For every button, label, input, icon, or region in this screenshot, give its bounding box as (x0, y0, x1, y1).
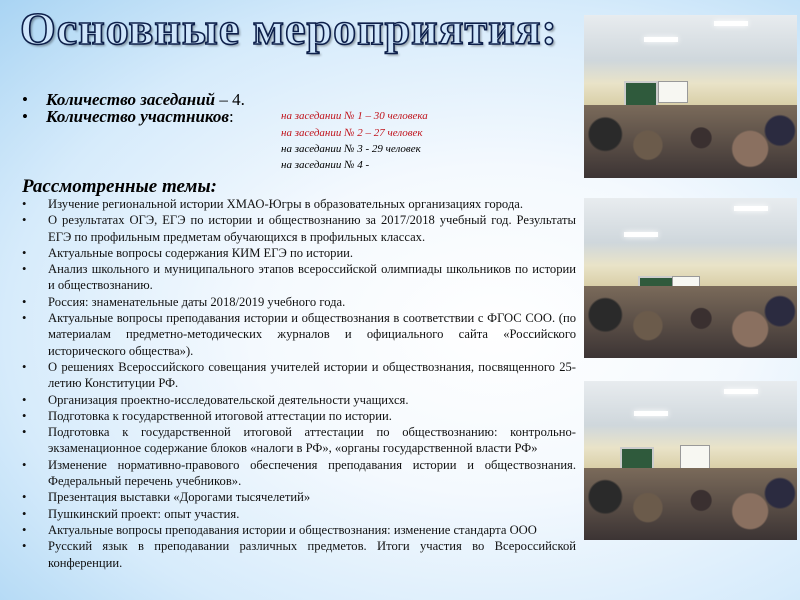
topic-item: • Актуальные вопросы преподавания истории и обществознания в соответствии с ФГОС СОО. (по материалам предметно-методических журналов и официального сайта «Российского исторического общества»). (22, 310, 576, 359)
classroom-photo-2 (584, 198, 797, 358)
slide-title: Основные мероприятия: (20, 3, 558, 54)
topic-item: • Изменение нормативно-правового обеспечения преподавания истории и обществознания. Федеральный перечень учебников». (22, 457, 576, 490)
classroom-photo-1 (584, 15, 797, 178)
participants-count-label: Количество участников (46, 107, 229, 126)
topic-item: • Анализ школьного и муниципального этапов всероссийской олимпиады школьников по истории и обществознанию. (22, 261, 576, 294)
topic-item: • Россия: знаменательные даты 2018/2019 учебного года. (22, 294, 576, 310)
participants-meeting-2: на заседании № 2 – 27 человек (281, 127, 423, 139)
topic-item: • О результатах ОГЭ, ЕГЭ по истории и обществознанию за 2017/2018 учебный год. Результаты ЕГЭ по профильным предметам обучающихся в профильных классах. (22, 212, 576, 245)
topic-item: • Подготовка к государственной итоговой аттестации по истории. (22, 408, 576, 424)
participants-count (22, 107, 234, 127)
topic-item: • Изучение региональной истории ХМАО-Югры в образовательных организациях города. (22, 196, 576, 212)
topic-item: • Организация проектно-исследовательской деятельности учащихся. (22, 392, 576, 408)
bullet: • (22, 90, 28, 109)
participants-colon: : (228, 107, 234, 126)
topic-item: • Презентация выставки «Дорогами тысячелетий» (22, 489, 576, 505)
topic-item: • Русский язык в преподавании различных предметов. Итоги участия во Всероссийской конференции. (22, 538, 576, 571)
participants-meeting-3: на заседании № 3 - 29 человек (281, 143, 421, 155)
topic-item: • Пушкинский проект: опыт участия. (22, 506, 576, 522)
meetings-count-value: – 4. (215, 90, 245, 109)
topic-item: • Актуальные вопросы преподавания истории и обществознания: изменение стандарта ООО (22, 522, 576, 538)
bullet: • (22, 107, 28, 126)
topic-item: • Актуальные вопросы содержания КИМ ЕГЭ по истории. (22, 245, 576, 261)
participants-meeting-4: на заседании № 4 - (281, 159, 370, 171)
topic-item: • О решениях Всероссийского совещания учителей истории и обществознания, посвященного 25-летию Конституции РФ. (22, 359, 576, 392)
participants-meeting-1: на заседании № 1 – 30 человека (281, 110, 428, 122)
meetings-count-label: Количество заседаний (46, 90, 216, 109)
topics-list (22, 196, 576, 571)
topics-heading: Рассмотренные темы: (22, 176, 217, 197)
topic-item: • Подготовка к государственной итоговой аттестации по обществознанию: контрольно-экзаменационное содержание блоков «налоги в РФ», «органы государственной власти РФ» (22, 424, 576, 457)
classroom-photo-3 (584, 381, 797, 540)
